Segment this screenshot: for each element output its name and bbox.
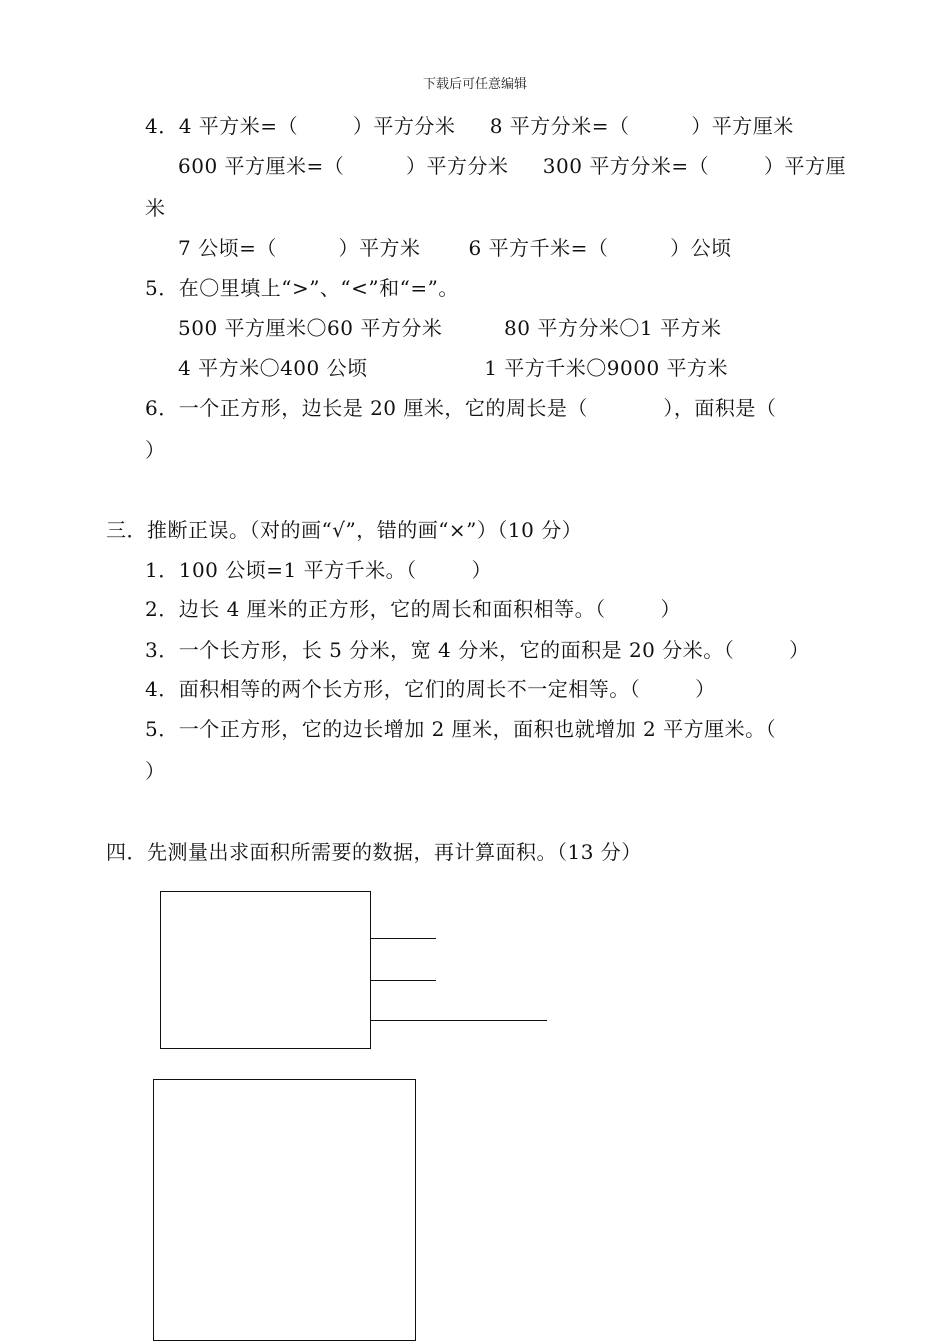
section-3-item-4: 4．面积相等的两个长方形，它们的周长不一定相等。（ ） xyxy=(145,677,716,701)
answer-blank-1 xyxy=(371,938,436,939)
question-4-line-3: 米 xyxy=(145,196,166,220)
section-3-item-1: 1．100 公顷=1 平方千米。（ ） xyxy=(145,558,492,582)
question-5-line-2: 500 平方厘米〇60 平方分米 80 平方分米〇1 平方米 xyxy=(178,316,722,340)
question-4-line-1: 4．4 平方米=（ ）平方分米 8 平方分米=（ ）平方厘米 xyxy=(145,114,794,138)
question-5-line-3: 4 平方米〇400 公顷 1 平方千米〇9000 平方米 xyxy=(178,356,729,380)
section-4-title: 四．先测量出求面积所需要的数据，再计算面积。（13 分） xyxy=(106,840,642,864)
question-4-line-4: 7 公顷=（ ）平方米 6 平方千米=（ ）公顷 xyxy=(178,236,732,260)
question-4-line-2: 600 平方厘米=（ ）平方分米 300 平方分米=（ ）平方厘 xyxy=(178,154,846,178)
section-3-item-5: 5．一个正方形，它的边长增加 2 厘米，面积也就增加 2 平方厘米。（ xyxy=(145,717,777,741)
section-3-title: 三．推断正误。（对的画“√”，错的画“×”）（10 分） xyxy=(106,518,583,542)
answer-blank-2 xyxy=(371,980,436,981)
square-figure xyxy=(153,1079,416,1341)
answer-blank-3 xyxy=(371,1020,547,1021)
section-3-item-2: 2．边长 4 厘米的正方形，它的周长和面积相等。（ ） xyxy=(145,597,682,621)
section-3-item-5-continued: ） xyxy=(145,759,166,783)
question-6-line-1: 6．一个正方形，边长是 20 厘米，它的周长是（ ），面积是（ xyxy=(145,396,777,420)
question-6-line-2: ） xyxy=(145,438,166,462)
rectangle-figure xyxy=(160,891,371,1049)
question-5-line-1: 5．在〇里填上“>”、“<”和“=”。 xyxy=(145,276,459,300)
page-header: 下载后可任意编辑 xyxy=(422,77,527,92)
section-3-item-3: 3．一个长方形，长 5 分米，宽 4 分米，它的面积是 20 分米。（ ） xyxy=(145,638,810,662)
